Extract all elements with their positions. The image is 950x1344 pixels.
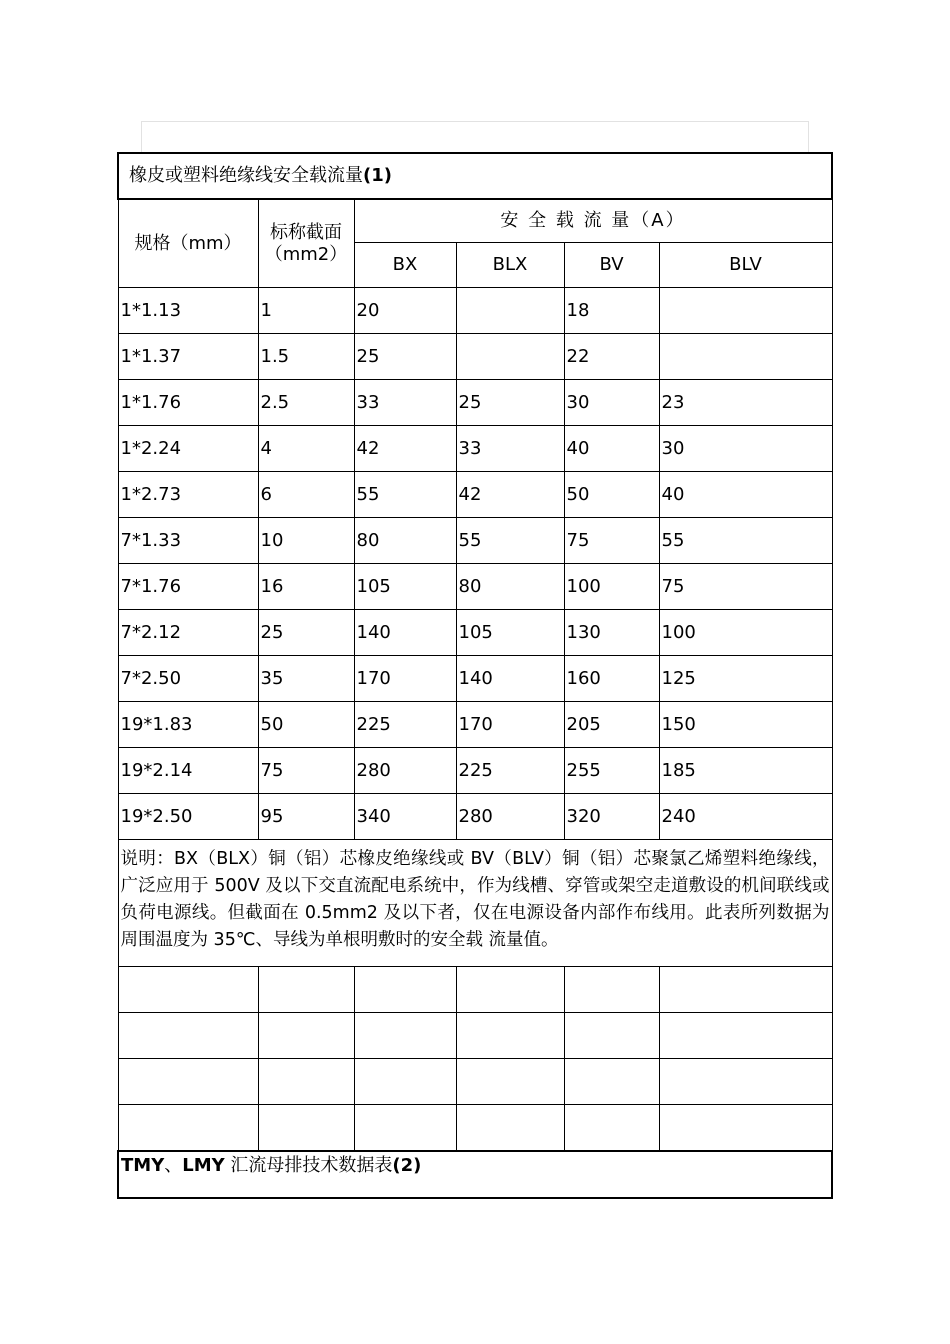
table-title-text: 橡皮或塑料绝缘线安全载流量 [129, 165, 363, 186]
cell-bv: 40 [564, 426, 659, 472]
cell-bx: 225 [354, 702, 456, 748]
header-bx: BX [354, 243, 456, 288]
header-safe-current: 安 全 载 流 量（A） [354, 199, 832, 243]
busbar-title-text: 汇流母排技术数据表 [224, 1155, 393, 1176]
empty-cell [354, 967, 456, 1013]
empty-cell [258, 1059, 354, 1105]
busbar-title-sep: 、 [164, 1155, 183, 1176]
cell-bv: 30 [564, 380, 659, 426]
cell-spec: 1*1.37 [118, 334, 258, 380]
empty-cell [456, 967, 564, 1013]
cell-spec: 1*2.73 [118, 472, 258, 518]
cell-bv: 130 [564, 610, 659, 656]
cell-blv: 125 [659, 656, 832, 702]
empty-cell [354, 1013, 456, 1059]
cell-spec: 19*1.83 [118, 702, 258, 748]
cell-blv: 75 [659, 564, 832, 610]
cell-blv: 100 [659, 610, 832, 656]
cell-blv: 150 [659, 702, 832, 748]
cell-blx: 33 [456, 426, 564, 472]
current-capacity-table [117, 152, 833, 1199]
header-area-line1: 标称截面 [270, 221, 342, 243]
cell-blx: 80 [456, 564, 564, 610]
cell-area: 1 [258, 288, 354, 334]
table-row [118, 334, 832, 380]
cell-area: 1.5 [258, 334, 354, 380]
cell-area: 16 [258, 564, 354, 610]
cell-bv: 255 [564, 748, 659, 794]
cell-bx: 33 [354, 380, 456, 426]
table-row [118, 472, 832, 518]
cell-blv: 55 [659, 518, 832, 564]
cell-bx: 42 [354, 426, 456, 472]
empty-cell [564, 1105, 659, 1152]
cell-area: 2.5 [258, 380, 354, 426]
cell-blx [456, 334, 564, 380]
header-area-line2: （mm2） [264, 243, 348, 265]
empty-cell [456, 1059, 564, 1105]
cell-bx: 170 [354, 656, 456, 702]
cell-blx: 225 [456, 748, 564, 794]
table-row [118, 656, 832, 702]
cell-bx: 25 [354, 334, 456, 380]
cell-bx: 55 [354, 472, 456, 518]
empty-cell [659, 1059, 832, 1105]
empty-cell [456, 1013, 564, 1059]
cell-blx: 170 [456, 702, 564, 748]
cell-blx: 140 [456, 656, 564, 702]
cell-blv: 30 [659, 426, 832, 472]
table-row [118, 702, 832, 748]
cell-bv: 22 [564, 334, 659, 380]
table-row [118, 518, 832, 564]
table-title-number: (1) [363, 165, 392, 186]
empty-cell [659, 1105, 832, 1152]
empty-cell [118, 1013, 258, 1059]
cell-blx: 280 [456, 794, 564, 840]
empty-cell [118, 967, 258, 1013]
busbar-title-number: (2) [392, 1155, 422, 1176]
header-blv: BLV [659, 243, 832, 288]
cell-spec: 7*1.33 [118, 518, 258, 564]
cell-blv [659, 288, 832, 334]
empty-cell [564, 967, 659, 1013]
cell-spec: 1*1.13 [118, 288, 258, 334]
table-row [118, 610, 832, 656]
cell-bv: 205 [564, 702, 659, 748]
cell-area: 4 [258, 426, 354, 472]
empty-cell [258, 1013, 354, 1059]
cell-blx: 105 [456, 610, 564, 656]
empty-cell [118, 1105, 258, 1152]
cell-blv: 40 [659, 472, 832, 518]
cell-area: 75 [258, 748, 354, 794]
empty-cell [354, 1059, 456, 1105]
header-bv: BV [564, 243, 659, 288]
table-title [118, 153, 832, 199]
cell-spec: 19*2.50 [118, 794, 258, 840]
cell-bx: 80 [354, 518, 456, 564]
cell-area: 10 [258, 518, 354, 564]
cell-blx: 55 [456, 518, 564, 564]
cell-spec: 19*2.14 [118, 748, 258, 794]
cell-blv: 23 [659, 380, 832, 426]
empty-cell [564, 1059, 659, 1105]
cell-bv: 50 [564, 472, 659, 518]
empty-cell [456, 1105, 564, 1152]
table-note: 说明：BX（BLX）铜（铝）芯橡皮绝缘线或 BV（BLV）铜（铝）芯聚氯乙烯塑料绝缘线，广泛应用于 500V 及以下交直流配电系统中，作为线槽、穿管或架空走道敷设的机间联线或负荷电源线。但截面在 0.5mm2 及以下者，仅在电源设备内部作布线用。此表所列数据为周围温度为 35℃、导线为单根明敷时的安全载 流量值。 [118, 840, 832, 967]
cell-area: 35 [258, 656, 354, 702]
cell-spec: 1*2.24 [118, 426, 258, 472]
cell-spec: 7*1.76 [118, 564, 258, 610]
cell-blv [659, 334, 832, 380]
header-blx: BLX [456, 243, 564, 288]
cell-bx: 140 [354, 610, 456, 656]
cell-bv: 320 [564, 794, 659, 840]
cell-spec: 7*2.50 [118, 656, 258, 702]
table-row [118, 288, 832, 334]
table-row [118, 794, 832, 840]
cell-blv: 240 [659, 794, 832, 840]
cell-bx: 105 [354, 564, 456, 610]
cell-bv: 18 [564, 288, 659, 334]
table-row [118, 748, 832, 794]
table-row [118, 426, 832, 472]
busbar-title-lmy: LMY [182, 1155, 225, 1176]
header-area [258, 199, 354, 288]
cell-area: 50 [258, 702, 354, 748]
cell-blv: 185 [659, 748, 832, 794]
page-top-frame [141, 121, 809, 153]
cell-bx: 20 [354, 288, 456, 334]
cell-spec: 7*2.12 [118, 610, 258, 656]
empty-cell [118, 1059, 258, 1105]
cell-blx: 25 [456, 380, 564, 426]
cell-area: 95 [258, 794, 354, 840]
cell-spec: 1*1.76 [118, 380, 258, 426]
cell-bv: 100 [564, 564, 659, 610]
busbar-table-title [118, 1151, 832, 1198]
cell-blx [456, 288, 564, 334]
cell-bv: 160 [564, 656, 659, 702]
cell-bx: 340 [354, 794, 456, 840]
empty-cell [564, 1013, 659, 1059]
table-row [118, 380, 832, 426]
cell-bv: 75 [564, 518, 659, 564]
empty-cell [659, 1013, 832, 1059]
empty-cell [659, 967, 832, 1013]
empty-cell [354, 1105, 456, 1152]
cell-area: 25 [258, 610, 354, 656]
cell-bx: 280 [354, 748, 456, 794]
header-spec: 规格（mm） [118, 199, 258, 288]
cell-area: 6 [258, 472, 354, 518]
cell-blx: 42 [456, 472, 564, 518]
empty-cell [258, 967, 354, 1013]
empty-cell [258, 1105, 354, 1152]
busbar-title-tmy: TMY [121, 1155, 165, 1176]
table-row [118, 564, 832, 610]
